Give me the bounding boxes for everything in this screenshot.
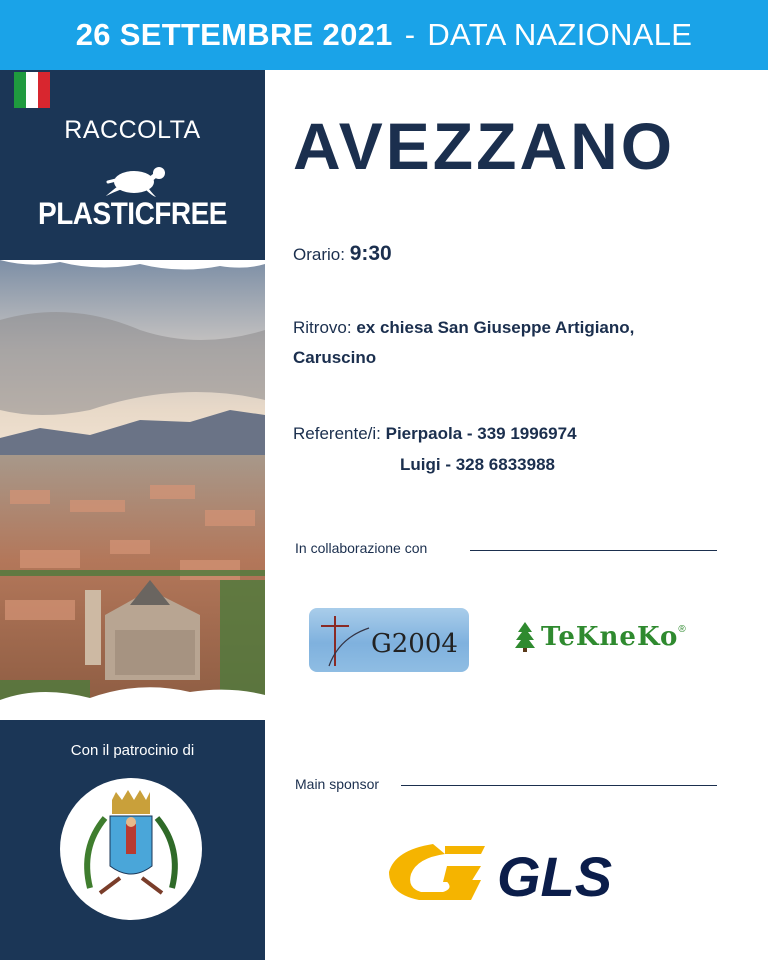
tekneko-text: TeKneKo xyxy=(541,622,679,652)
city-title: AVEZZANO xyxy=(293,109,676,183)
turtle-icon xyxy=(104,158,170,198)
g2004-logo xyxy=(309,608,469,672)
tekneko-logo xyxy=(515,622,686,652)
ritrovo xyxy=(293,313,634,373)
orario-label: Orario: xyxy=(293,245,345,264)
plasticfree-logo: PLASTICFREE xyxy=(38,196,227,231)
g2004-text: G2004 xyxy=(371,629,458,659)
banner-separator: - xyxy=(404,17,416,52)
collaborazione-divider xyxy=(470,550,717,551)
banner-subtitle: DATA NAZIONALE xyxy=(427,17,693,52)
ritrovo-value-2: Caruscino xyxy=(293,348,377,367)
referente xyxy=(293,418,577,480)
raccolta-label: RACCOLTA xyxy=(64,116,201,144)
italy-flag-icon xyxy=(14,72,50,108)
tekneko-registered: ® xyxy=(678,624,686,635)
banner-date: 26 SETTEMBRE 2021 xyxy=(75,17,393,52)
orario-value: 9:30 xyxy=(349,242,392,265)
collaborazione-label: In collaborazione con xyxy=(295,540,428,556)
main-content xyxy=(265,70,768,960)
ritrovo-value-1: ex chiesa San Giuseppe Artigiano, xyxy=(356,318,635,337)
orario xyxy=(293,242,392,266)
referente-1: Pierpaola - 339 1996974 xyxy=(385,424,577,443)
tree-icon xyxy=(515,622,535,652)
ritrovo-label: Ritrovo: xyxy=(293,318,352,337)
sidebar xyxy=(0,70,265,960)
patrocinio-label: Con il patrocinio di xyxy=(70,742,195,759)
city-aerial-photo xyxy=(0,260,265,720)
sponsor-divider xyxy=(401,785,717,786)
gls-text: GLS xyxy=(497,845,613,906)
sponsor-label: Main sponsor xyxy=(295,776,380,792)
referente-2: Luigi - 328 6833988 xyxy=(400,455,555,474)
top-banner xyxy=(0,0,768,70)
referente-label: Referente/i: xyxy=(293,424,381,443)
gls-logo xyxy=(385,836,615,906)
coat-of-arms-icon xyxy=(60,778,202,920)
